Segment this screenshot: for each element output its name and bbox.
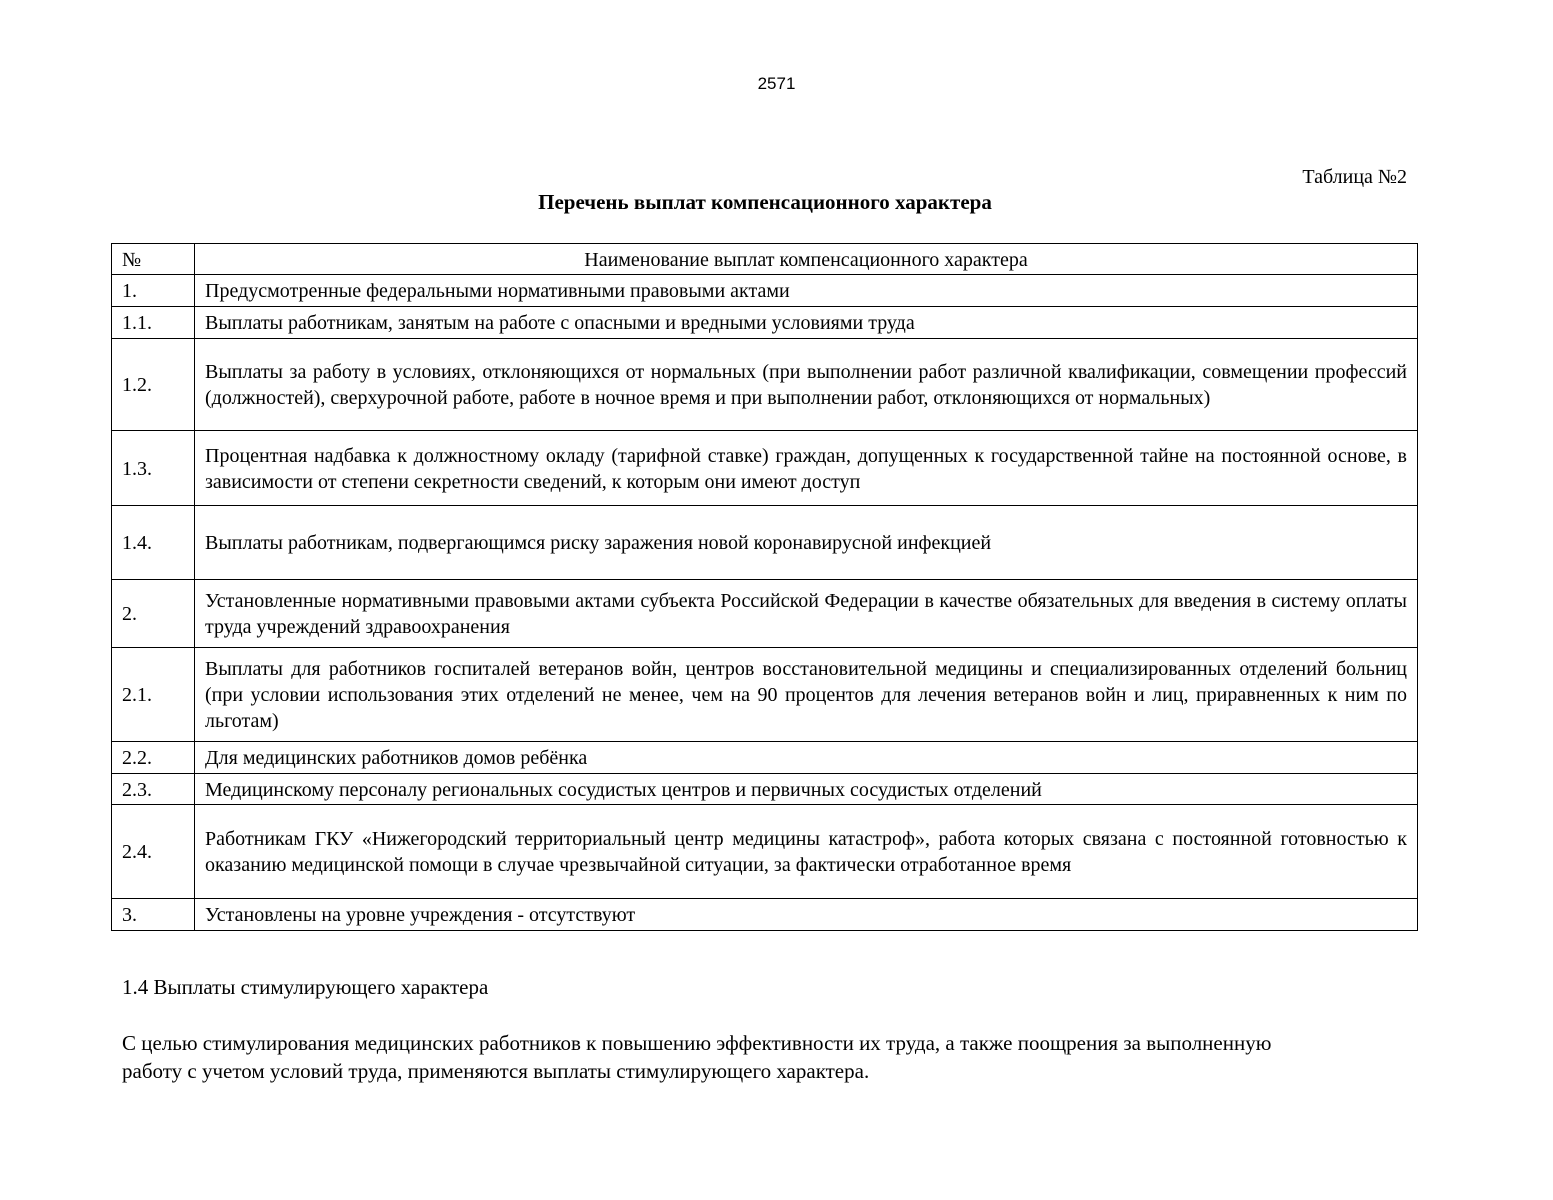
row-text-cell: Предусмотренные федеральными нормативными правовыми актами xyxy=(195,275,1418,307)
row-num-cell: 2.3. xyxy=(112,774,195,805)
body-paragraph: С целью стимулирования медицинских работников к повышению эффективности их труда, а также поощрения за выполненную работу с учетом условий труда, применяются выплаты стимулирующего характера. xyxy=(122,1031,1272,1083)
row-num-cell: 2. xyxy=(112,580,195,648)
row-text-cell: Установленные нормативными правовыми актами субъекта Российской Федерации в качестве обязательных для введения в систему оплаты труда учреждений здравоохранения xyxy=(195,580,1418,648)
row-text-cell: Выплаты работникам, занятым на работе с опасными и вредными условиями труда xyxy=(195,307,1418,339)
table-row xyxy=(112,774,1418,805)
document-title: Перечень выплат компенсационного характера xyxy=(538,190,992,214)
header-num-cell: № xyxy=(112,244,195,275)
table-row xyxy=(112,805,1418,899)
table-row xyxy=(112,580,1418,648)
row-text-cell: Выплаты для работников госпиталей ветеранов войн, центров восстановительной медицины и специализированных отделений больниц (при условии использования этих отделений не менее, чем на 90 процентов для лечения ветеранов войн и лиц, приравненных к ним по льготам) xyxy=(195,648,1418,742)
table-caption: Таблица №2 xyxy=(1302,166,1407,188)
table-row xyxy=(112,648,1418,742)
row-num-cell: 2.1. xyxy=(112,648,195,742)
row-text-cell: Выплаты работникам, подвергающимся риску заражения новой коронавирусной инфекцией xyxy=(195,506,1418,580)
row-num-cell: 1.1. xyxy=(112,307,195,339)
section-heading: 1.4 Выплаты стимулирующего характера xyxy=(122,975,489,999)
row-text-cell: Выплаты за работу в условиях, отклоняющихся от нормальных (при выполнении работ различной квалификации, совмещении профессий (должностей), сверхурочной работе, работе в ночное время и при выполнении работ, отклоняющихся от нормальных) xyxy=(195,339,1418,431)
row-num-cell: 2.2. xyxy=(112,742,195,774)
table-row xyxy=(112,742,1418,774)
row-text-cell: Работникам ГКУ «Нижегородский территориальный центр медицины катастроф», работа которых связана с постоянной готовностью к оказанию медицинской помощи в случае чрезвычайной ситуации, за фактически отработанное время xyxy=(195,805,1418,899)
row-num-cell: 2.4. xyxy=(112,805,195,899)
row-text-cell: Установлены на уровне учреждения - отсутствуют xyxy=(195,899,1418,931)
table-row xyxy=(112,307,1418,339)
row-num-cell: 1.2. xyxy=(112,339,195,431)
table-row xyxy=(112,339,1418,431)
row-num-cell: 3. xyxy=(112,899,195,931)
table-row xyxy=(112,275,1418,307)
table-header-row xyxy=(112,244,1418,275)
page-number: 2571 xyxy=(757,74,796,93)
table-row xyxy=(112,431,1418,506)
row-num-cell: 1.4. xyxy=(112,506,195,580)
row-num-cell: 1.3. xyxy=(112,431,195,506)
row-text-cell: Медицинскому персоналу региональных сосудистых центров и первичных сосудистых отделений xyxy=(195,774,1418,805)
table-row xyxy=(112,899,1418,931)
header-name-cell: Наименование выплат компенсационного характера xyxy=(195,244,1418,275)
row-text-cell: Для медицинских работников домов ребёнка xyxy=(195,742,1418,774)
row-num-cell: 1. xyxy=(112,275,195,307)
table-row xyxy=(112,506,1418,580)
compensation-payments-table xyxy=(111,243,1418,931)
row-text-cell: Процентная надбавка к должностному окладу (тарифной ставке) граждан, допущенных к государственной тайне на постоянной основе, в зависимости от степени секретности сведений, к которым они имеют доступ xyxy=(195,431,1418,506)
